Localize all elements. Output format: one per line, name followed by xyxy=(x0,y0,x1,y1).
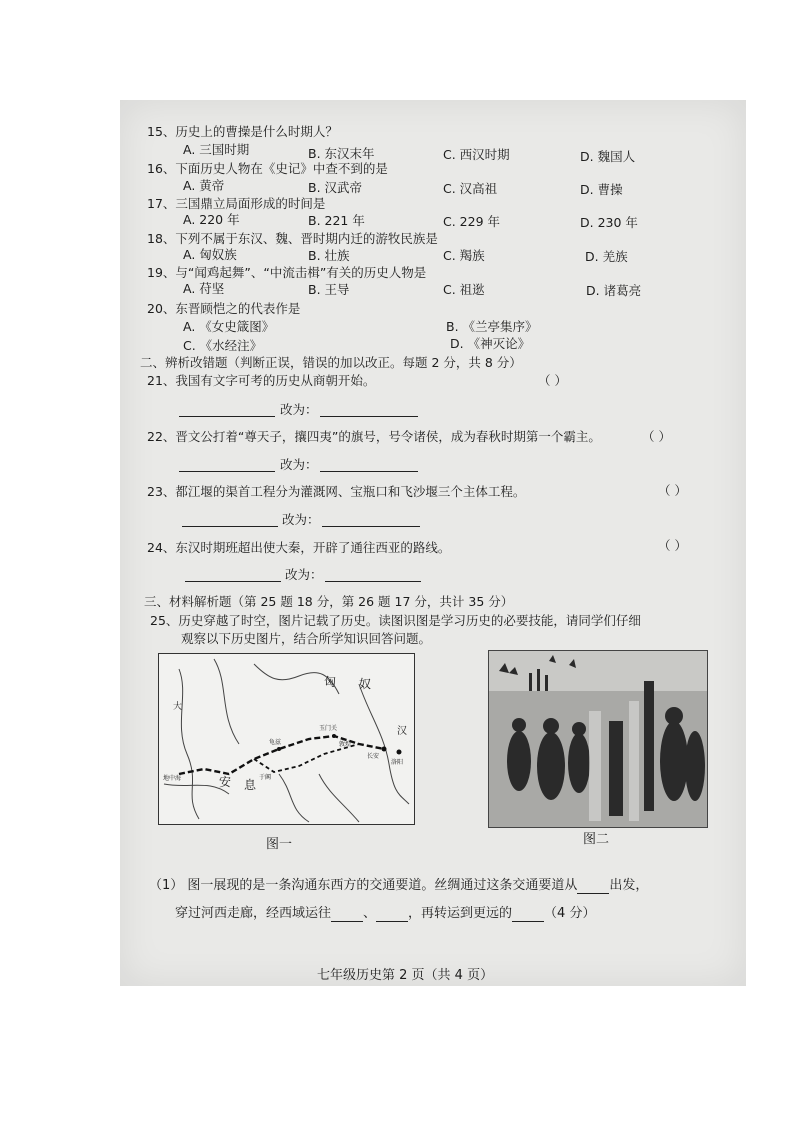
option-c: C. 229 年 xyxy=(443,214,501,229)
map-label-luoyang: 洛阳 xyxy=(391,759,404,766)
option-d: D. 羌族 xyxy=(585,249,628,264)
answer-blank[interactable] xyxy=(179,471,275,472)
correction-label: 改为： xyxy=(280,402,318,417)
answer-paren: （ ） xyxy=(642,429,671,444)
answer-blank[interactable] xyxy=(512,909,544,922)
option-b: B. 汉武帝 xyxy=(308,180,363,195)
mural-photo-drawing xyxy=(489,651,707,827)
sub-question-1-text: 穿过河西走廊，经西域运往 xyxy=(175,906,332,921)
option-d: D. 诸葛亮 xyxy=(586,283,642,298)
figure-1-caption: 图一 xyxy=(266,837,293,852)
answer-blank[interactable] xyxy=(577,881,609,894)
question-stem-continued: 观察以下历史图片，结合所学知识回答问题。 xyxy=(181,631,432,646)
mural-figure-head xyxy=(665,707,683,725)
answer-blank[interactable] xyxy=(185,581,281,582)
mural-pillar xyxy=(609,721,623,816)
mural-light-patch xyxy=(589,711,601,821)
option-b: B. 东汉末年 xyxy=(308,146,375,161)
mural-figure xyxy=(507,731,531,791)
option-a: A. 220 年 xyxy=(183,212,240,227)
answer-blank[interactable] xyxy=(376,909,408,922)
option-b: B. 《兰亭集序》 xyxy=(446,319,538,334)
option-c: C. 汉高祖 xyxy=(443,181,498,196)
dunhuang-dot xyxy=(332,734,336,738)
figure-2-caption: 图二 xyxy=(583,832,610,847)
answer-paren: （ ） xyxy=(658,538,687,553)
option-d: D. 曹操 xyxy=(580,182,623,197)
map-label-daqin: 地中海 xyxy=(163,775,182,782)
map-label-changan: 长安 xyxy=(367,753,380,760)
map-label-dunhuang: 敦煌 xyxy=(339,741,352,748)
map-label-xiongnu2: 奴 xyxy=(359,677,372,691)
sub-question-1-suffix: 出发， xyxy=(609,878,649,893)
silk-road-map xyxy=(158,653,415,825)
mural-mark xyxy=(529,673,532,691)
map-label-anxi1: 安 xyxy=(219,775,232,789)
correction-blank[interactable] xyxy=(320,416,418,417)
question-stem: 18、下列不属于东汉、魏、晋时期内迁的游牧民族是 xyxy=(147,231,438,246)
mural-figure xyxy=(537,732,565,800)
map-label-da: 大 xyxy=(173,702,183,712)
question-stem: 24、东汉时期班超出使大秦，开辟了通往西亚的路线。 xyxy=(147,540,451,555)
changan-dot xyxy=(382,747,387,752)
page-footer: 七年级历史第 2 页（共 4 页） xyxy=(317,968,494,983)
sub-question-1-text: （1） 图一展现的是一条沟通东西方的交通要道。丝绸通过这条交通要道从 xyxy=(149,878,578,893)
map-coastline xyxy=(179,669,199,819)
answer-paren: （ ） xyxy=(538,373,567,388)
score-label: （4 分） xyxy=(544,906,596,921)
option-c: C. 羯族 xyxy=(443,248,485,263)
correction-blank[interactable] xyxy=(320,471,418,472)
mural-light-patch xyxy=(629,701,639,821)
exam-page xyxy=(120,100,746,986)
map-label-han: 汉 xyxy=(397,726,407,737)
mural-figure xyxy=(685,731,705,801)
option-a: A. 苻坚 xyxy=(183,281,225,296)
sub-question-1-text: ，再转运到更远的 xyxy=(408,906,513,921)
qiuci-dot xyxy=(277,747,281,751)
map-river xyxy=(359,684,409,804)
map-river xyxy=(214,659,239,744)
mural-figure-head xyxy=(572,722,586,736)
sub-question-1-line2 xyxy=(175,906,595,922)
option-b: B. 壮族 xyxy=(308,248,350,263)
option-c: C. 祖逖 xyxy=(443,282,485,297)
silk-road-map-drawing xyxy=(159,654,414,824)
question-stem: 22、晋文公打着“尊天子，攘四夷”的旗号，号令诸侯，成为春秋时期第一个霸主。 xyxy=(147,429,601,444)
blank-separator: 、 xyxy=(363,906,377,921)
mural-mark xyxy=(545,675,548,691)
section-heading: 三、材料解析题（第 25 题 18 分，第 26 题 17 分，共计 35 分） xyxy=(144,594,514,609)
question-stem: 17、三国鼎立局面形成的时间是 xyxy=(147,196,326,211)
question-stem: 15、历史上的曹操是什么时期人？ xyxy=(147,124,338,139)
correction-label: 改为： xyxy=(285,567,323,582)
mural-photo xyxy=(488,650,708,828)
option-a: A. 黄帝 xyxy=(183,178,225,193)
answer-paren: （ ） xyxy=(658,483,687,498)
question-stem: 21、我国有文字可考的历史从商朝开始。 xyxy=(147,373,376,388)
mural-figure-head xyxy=(543,718,559,734)
option-d: D. 230 年 xyxy=(580,215,638,230)
map-mountain-line xyxy=(279,774,309,822)
correction-blank[interactable] xyxy=(325,581,421,582)
map-label-yumenguan: 玉门关 xyxy=(319,725,338,732)
correction-blank[interactable] xyxy=(322,526,420,527)
map-label-qiuci: 龟兹 xyxy=(269,739,282,746)
option-b: B. 221 年 xyxy=(308,213,365,228)
mural-mark xyxy=(537,669,540,691)
map-label-xiongnu1: 匈 xyxy=(324,675,337,689)
map-river xyxy=(319,774,359,822)
mural-figure xyxy=(568,733,590,793)
option-b: B. 王导 xyxy=(308,282,350,297)
option-a: A. 《女史箴图》 xyxy=(183,319,275,334)
mural-pillar xyxy=(644,681,654,811)
option-a: A. 匈奴族 xyxy=(183,247,237,262)
question-stem: 16、下面历史人物在《史记》中查不到的是 xyxy=(147,161,388,176)
answer-blank[interactable] xyxy=(331,909,363,922)
answer-blank[interactable] xyxy=(179,416,275,417)
sub-question-1-line1 xyxy=(149,878,648,894)
option-c: C. 《水经注》 xyxy=(183,338,263,353)
map-label-yutian: 于阗 xyxy=(259,774,272,781)
mural-figure xyxy=(660,721,688,801)
option-d: D. 魏国人 xyxy=(580,149,636,164)
option-d: D. 《神灭论》 xyxy=(450,336,531,351)
option-c: C. 西汉时期 xyxy=(443,147,510,162)
luoyang-dot xyxy=(397,750,402,755)
question-stem: 19、与“闻鸡起舞”、“中流击楫”有关的历史人物是 xyxy=(147,265,427,280)
silk-road-south-route xyxy=(254,744,359,772)
map-label-anxi2: 息 xyxy=(244,778,257,792)
mural-figure-head xyxy=(512,718,526,732)
answer-blank[interactable] xyxy=(182,526,278,527)
section-heading: 二、辨析改错题（判断正误，错误的加以改正。每题 2 分，共 8 分） xyxy=(140,355,522,370)
correction-label: 改为： xyxy=(282,512,320,527)
correction-label: 改为： xyxy=(280,457,318,472)
question-stem: 20、东晋顾恺之的代表作是 xyxy=(147,301,301,316)
question-stem: 25、历史穿越了时空，图片记载了历史。读图识图是学习历史的必要技能，请同学们仔细 xyxy=(150,613,641,628)
question-stem: 23、都江堰的渠首工程分为灌溉网、宝瓶口和飞沙堰三个主体工程。 xyxy=(147,484,526,499)
option-a: A. 三国时期 xyxy=(183,142,250,157)
silk-road-route xyxy=(179,736,384,774)
